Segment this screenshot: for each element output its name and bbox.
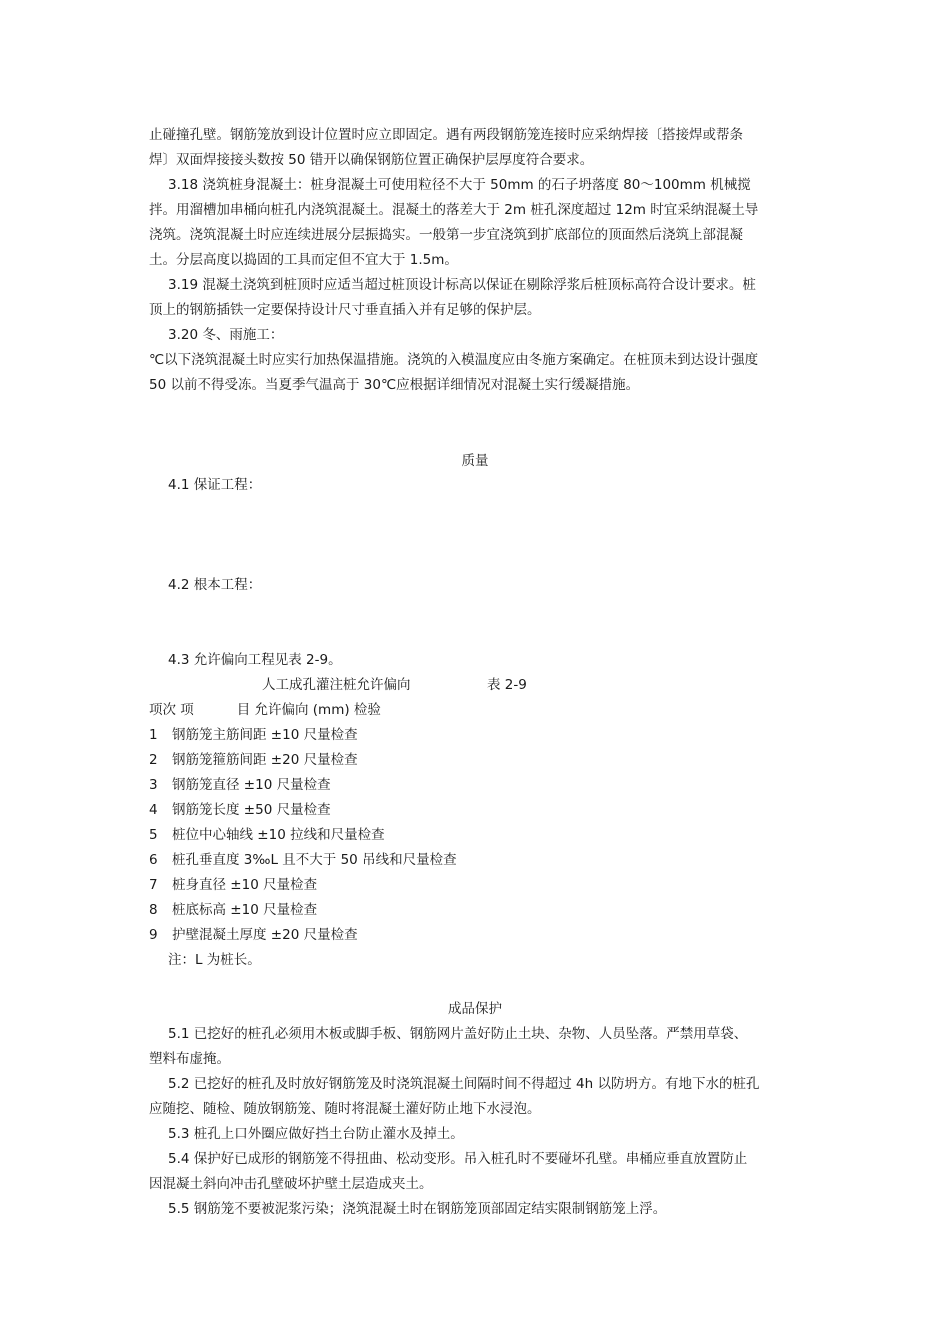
- paragraph-line: 5.3 桩孔上口外圈应做好挡土台防止灌水及掉土。: [168, 1126, 464, 1142]
- item-4-3: 4.3 允许偏向工程见表 2-9。: [168, 652, 342, 668]
- paragraph-line: 3.20 冬、雨施工：: [168, 327, 284, 343]
- paragraph-line: 浇筑。浇筑混凝土时应连续进展分层振捣实。一般第一步宜浇筑到扩底部位的顶面然后浇筑上部混凝: [149, 227, 743, 243]
- row-number: 8: [149, 902, 158, 918]
- row-text: 桩身直径 ±10 尺量检查: [172, 877, 318, 893]
- item-4-2: 4.2 根本工程：: [168, 577, 262, 593]
- paragraph-line: 拌。用溜槽加串桶向桩孔内浇筑混凝土。混凝土的落差大于 2m 桩孔深度超过 12m 时宜采纳混凝土导: [149, 202, 759, 218]
- paragraph-line: 3.18 浇筑桩身混凝土：桩身混凝土可使用粒径不大于 50mm 的石子坍落度 80～100mm 机械搅: [168, 177, 751, 193]
- paragraph-line: 应随挖、随检、随放钢筋笼、随时将混凝土灌好防止地下水浸泡。: [149, 1101, 541, 1117]
- paragraph-line: 止碰撞孔壁。钢筋笼放到设计位置时应立即固定。遇有两段钢筋笼连接时应采纳焊接〔搭接焊或帮条: [149, 127, 743, 143]
- row-text: 桩底标高 ±10 尺量检查: [172, 902, 318, 918]
- row-text: 护壁混凝土厚度 ±20 尺量检查: [172, 927, 358, 943]
- row-text: 桩孔垂直度 3‰L 且不大于 50 吊线和尺量检查: [172, 852, 457, 868]
- row-text: 钢筋笼箍筋间距 ±20 尺量检查: [172, 752, 358, 768]
- table-row: [149, 900, 809, 920]
- table-row: [149, 875, 809, 895]
- paragraph-line: 塑料布虚掩。: [149, 1051, 230, 1067]
- paragraph-line: 因混凝土斜向冲击孔壁破坏护壁土层造成夹土。: [149, 1176, 433, 1192]
- table-row: [149, 825, 809, 845]
- row-text: 钢筋笼长度 ±50 尺量检查: [172, 802, 331, 818]
- table-row: [149, 800, 809, 820]
- row-text: 钢筋笼主筋间距 ±10 尺量检查: [172, 727, 358, 743]
- row-number: 7: [149, 877, 158, 893]
- table-row: [149, 775, 809, 795]
- row-text: 桩位中心轴线 ±10 拉线和尺量检查: [172, 827, 385, 843]
- section-heading-protection: 成品保护: [448, 1001, 502, 1017]
- table-row: [149, 925, 809, 945]
- paragraph-line: 5.2 已挖好的桩孔及时放好钢筋笼及时浇筑混凝土间隔时间不得超过 4h 以防坍方。有地下水的桩孔: [168, 1076, 760, 1092]
- row-number: 6: [149, 852, 158, 868]
- paragraph-line: 3.19 混凝土浇筑到桩顶时应适当超过桩顶设计标高以保证在剔除浮浆后桩顶标高符合设计要求。桩: [168, 277, 756, 293]
- table-note: 注：L 为桩长。: [168, 952, 261, 968]
- row-number: 1: [149, 727, 158, 743]
- row-number: 4: [149, 802, 158, 818]
- paragraph-line: 5.5 钢筋笼不要被泥浆污染；浇筑混凝土时在钢筋笼顶部固定结实限制钢筋笼上浮。: [168, 1201, 667, 1217]
- item-4-1: 4.1 保证工程：: [168, 477, 262, 493]
- table-number: 表 2-9: [487, 677, 527, 693]
- table-header: 项次 项 目 允许偏向 (mm) 检验: [149, 702, 381, 718]
- row-number: 9: [149, 927, 158, 943]
- table-title: 人工成孔灌注桩允许偏向: [262, 677, 411, 693]
- section-heading-quality: 质量: [461, 453, 489, 469]
- row-number: 3: [149, 777, 158, 793]
- paragraph-line: 5.1 已挖好的桩孔必须用木板或脚手板、钢筋网片盖好防止土块、杂物、人员坠落。严禁用草袋、: [168, 1026, 748, 1042]
- paragraph-line: 5.4 保护好已成形的钢筋笼不得扭曲、松动变形。吊入桩孔时不要碰坏孔壁。串桶应垂直放置防止: [168, 1151, 748, 1167]
- row-number: 2: [149, 752, 158, 768]
- paragraph-line: ℃以下浇筑混凝土时应实行加热保温措施。浇筑的入模温度应由冬施方案确定。在桩顶未到达设计强度: [149, 352, 759, 368]
- paragraph-line: 50 以前不得受冻。当夏季气温高于 30℃应根据详细情况对混凝土实行缓凝措施。: [149, 377, 640, 393]
- row-number: 5: [149, 827, 158, 843]
- paragraph-line: 焊〕双面焊接接头数按 50 错开以确保钢筋位置正确保护层厚度符合要求。: [149, 152, 594, 168]
- paragraph-line: 土。分层高度以捣固的工具而定但不宜大于 1.5m。: [149, 252, 458, 268]
- paragraph-line: 顶上的钢筋插铁一定要保持设计尺寸垂直插入并有足够的保护层。: [149, 302, 541, 318]
- table-row: [149, 850, 809, 870]
- row-text: 钢筋笼直径 ±10 尺量检查: [172, 777, 331, 793]
- table-row: [149, 750, 809, 770]
- table-row: [149, 725, 809, 745]
